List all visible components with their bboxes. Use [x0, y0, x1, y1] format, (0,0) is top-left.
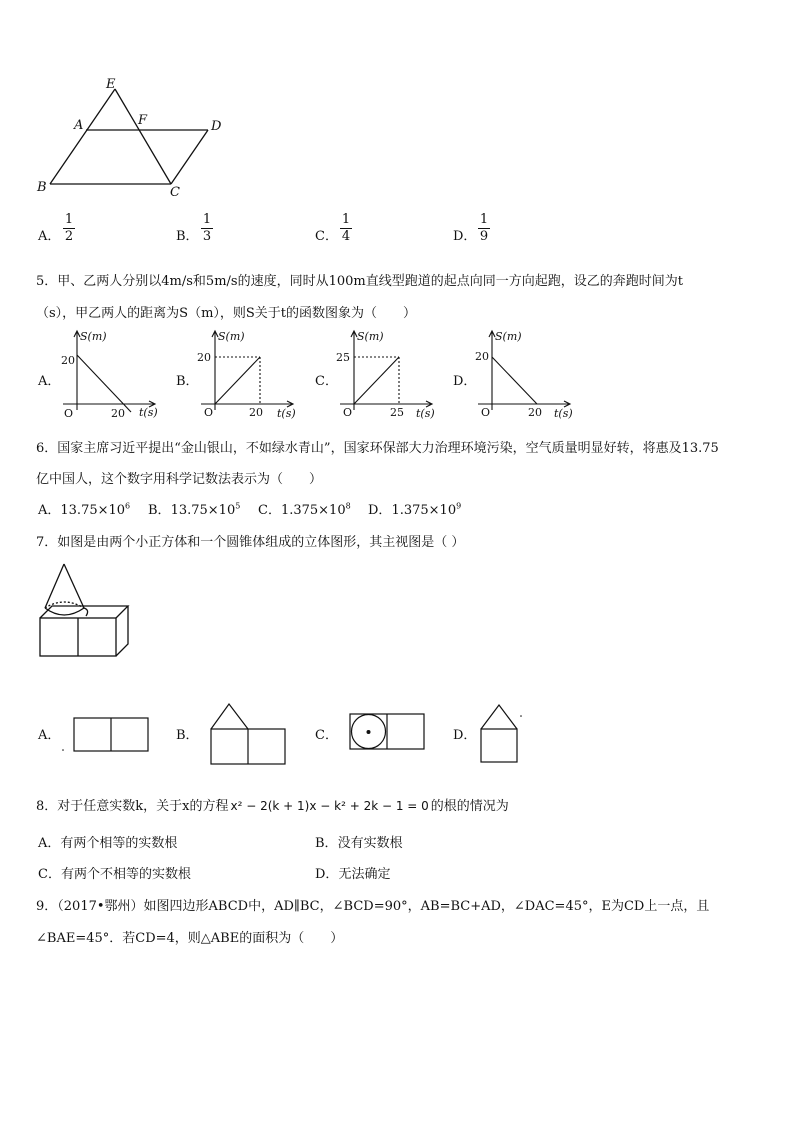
q7-option-b-view: [205, 698, 295, 768]
q8-option-a: [38, 832, 177, 851]
q6-option-b-base: 13.75×10: [170, 503, 236, 518]
vertex-label-b: B: [37, 180, 47, 195]
q5-b-origin: O: [204, 406, 214, 419]
q8-option-a-letter: A．: [38, 836, 61, 851]
q4-option-c-fraction: [338, 212, 354, 245]
q5-a-y-tick: 20: [61, 354, 75, 367]
q5-option-b-graph: [193, 328, 303, 423]
q6-option-a-base: 13.75×10: [60, 503, 126, 518]
q5-d-x-tick: 20: [528, 406, 542, 419]
q6-option-c-exp: 8: [345, 501, 351, 511]
q5-stem-line1: 5．甲、乙两人分别以4m/s和5m/s的速度，同时从100m直线型跑道的起点向同一方向起跑，设乙的奔跑时间为t: [36, 274, 683, 289]
q6-option-b-letter: B．: [148, 503, 171, 518]
q6-option-d-letter: D．: [368, 503, 392, 518]
q5-d-y-label: S(m): [495, 330, 522, 343]
q5-d-x-label: t(s): [554, 407, 573, 420]
q5-option-b-letter: B．: [176, 374, 199, 389]
q8-equation: x² − 2(k + 1)x − k² + 2k − 1 = 0: [230, 799, 429, 813]
q7-option-b-letter: B．: [176, 728, 199, 743]
q7-option-d-view: [475, 700, 525, 766]
q6-option-a-exp: 6: [125, 501, 131, 511]
q9-stem-line2: ∠BAE=45°．若CD=4，则△ABE的面积为（ ）: [36, 931, 344, 946]
vertex-label-e: E: [106, 77, 116, 92]
q4-option-b-letter: B．: [176, 229, 199, 244]
q8-option-b: [315, 832, 403, 851]
q8-option-b-text: 没有实数根: [337, 836, 403, 851]
q4-option-d-fraction: [476, 212, 492, 245]
q8-stem: [36, 795, 509, 814]
q8-option-a-text: 有两个相等的实数根: [60, 836, 178, 851]
q5-d-origin: O: [481, 406, 491, 419]
q5-c-x-tick: 25: [390, 406, 404, 419]
q6-option-a: [38, 499, 130, 518]
q7-option-d-letter: D．: [453, 728, 477, 743]
q4-option-c-denominator: 4: [341, 229, 351, 244]
q4-option-d-numerator: 1: [479, 212, 489, 227]
q5-b-y-tick: 20: [197, 351, 211, 364]
q8-option-d-letter: D．: [315, 867, 339, 882]
q5-c-x-label: t(s): [416, 407, 435, 420]
q4-figure: [30, 72, 230, 202]
q8-option-c: [38, 863, 191, 882]
q6-option-b-exp: 5: [235, 501, 241, 511]
q5-b-x-tick: 20: [249, 406, 263, 419]
q4-option-a-numerator: 1: [64, 212, 74, 227]
q7-option-c-letter: C．: [315, 728, 338, 743]
q8-stem-suffix: 的根的情况为: [430, 799, 509, 814]
q5-d-y-tick: 20: [475, 350, 489, 363]
q5-c-origin: O: [343, 406, 353, 419]
q7-solid-figure: [36, 560, 136, 662]
q8-stem-prefix: 8．对于任意实数k，关于x的方程: [36, 799, 229, 814]
vertex-label-a: A: [74, 118, 84, 133]
q5-option-c-letter: C．: [315, 374, 338, 389]
q4-option-c-letter: C．: [315, 229, 338, 244]
q5-option-a-graph: [55, 328, 165, 423]
q5-b-x-label: t(s): [277, 407, 296, 420]
q5-stem-line2: （s），甲乙两人的距离为S（m），则S关于t的函数图象为（ ）: [36, 306, 417, 321]
q6-stem-line1: 6．国家主席习近平提出“金山银山，不如绿水青山”，国家环保部大力治理环境污染，空气质量明显好转，将惠及13.75: [36, 441, 719, 456]
q7-stem-line1: 7．如图是由两个小正方体和一个圆锥体组成的立体图形，其主视图是（ ）: [36, 535, 465, 550]
q4-option-a-denominator: 2: [64, 229, 74, 244]
q9-stem-line1: 9．（2017•鄂州）如图四边形ABCD中，AD∥BC，∠BCD=90°，AB=BC+AD，∠DAC=45°，E为CD上一点，且: [36, 899, 710, 914]
q6-option-c-base: 1.375×10: [280, 503, 346, 518]
q6-option-d-base: 1.375×10: [391, 503, 457, 518]
q4-option-d-letter: D．: [453, 229, 477, 244]
q5-option-d-letter: D．: [453, 374, 477, 389]
q8-option-d-text: 无法确定: [338, 867, 391, 882]
q6-stem-line2: 亿中国人，这个数字用科学记数法表示为（ ）: [36, 472, 323, 487]
q4-option-a-letter: A．: [38, 229, 61, 244]
q6-option-b: [148, 499, 240, 518]
q6-option-c-letter: C．: [258, 503, 281, 518]
q5-c-y-label: S(m): [357, 330, 384, 343]
q5-option-c-graph: [332, 328, 442, 423]
q7-option-a-letter: A．: [38, 728, 61, 743]
q4-option-b-numerator: 1: [202, 212, 212, 227]
vertex-label-d: D: [211, 119, 222, 134]
q4-option-c-numerator: 1: [341, 212, 351, 227]
q5-a-x-tick: 20: [111, 407, 125, 420]
q5-a-origin: O: [64, 407, 74, 420]
q8-option-c-letter: C．: [38, 867, 61, 882]
q6-option-a-letter: A．: [38, 503, 61, 518]
q5-c-y-tick: 25: [336, 351, 350, 364]
q5-a-y-label: S(m): [80, 330, 107, 343]
q5-option-a-letter: A．: [38, 374, 61, 389]
q7-option-a-view: [60, 712, 155, 757]
q8-option-c-text: 有两个不相等的实数根: [60, 867, 191, 882]
q6-option-c: [258, 499, 351, 518]
q7-option-c-view: [345, 710, 430, 755]
q6-option-d-exp: 9: [456, 501, 462, 511]
q8-option-d: [315, 863, 390, 882]
q4-option-b-fraction: [199, 212, 215, 245]
q8-option-b-letter: B．: [315, 836, 338, 851]
q5-b-y-label: S(m): [218, 330, 245, 343]
q4-option-d-denominator: 9: [479, 229, 489, 244]
q4-option-a-fraction: [61, 212, 77, 245]
q5-a-x-label: t(s): [139, 406, 158, 419]
q4-option-b-denominator: 3: [202, 229, 212, 244]
vertex-label-c: C: [170, 185, 180, 200]
q5-option-d-graph: [470, 328, 580, 423]
q6-option-d: [368, 499, 461, 518]
vertex-label-f: F: [138, 113, 148, 128]
